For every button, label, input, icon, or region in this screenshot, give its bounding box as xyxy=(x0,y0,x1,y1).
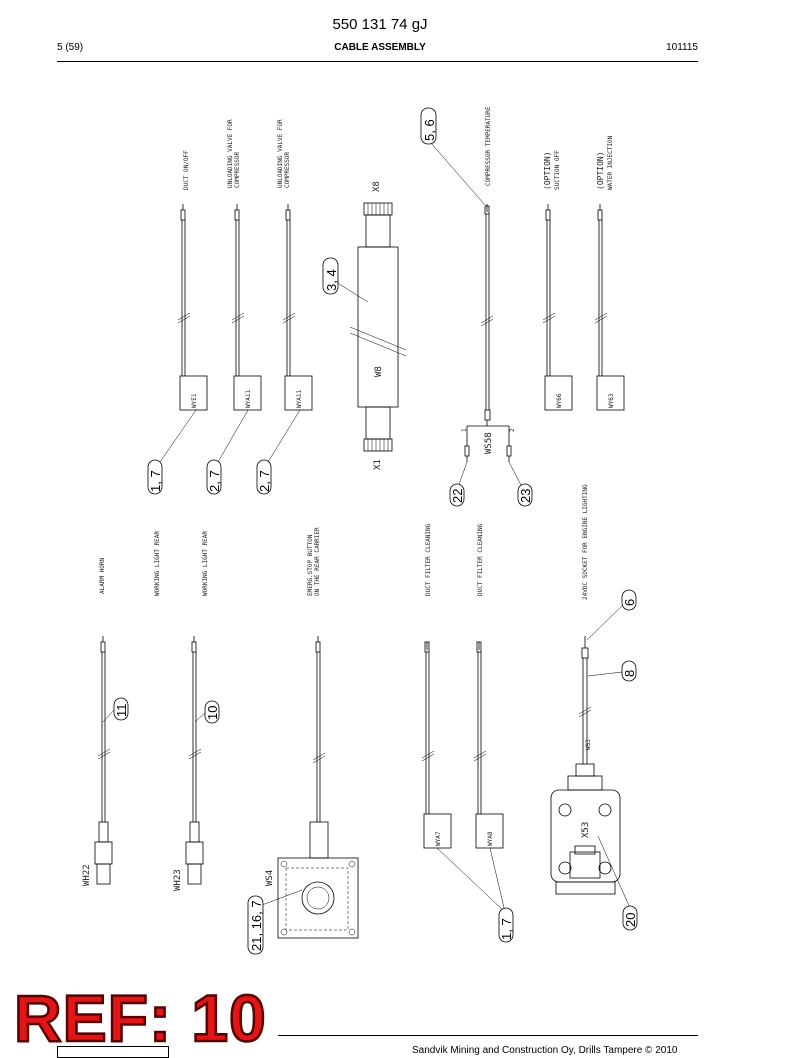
callout-21-16-7 xyxy=(248,896,264,954)
label-24vdc-socket: 24VDC SOCKET FOR ENGINE LIGHTING xyxy=(582,484,589,600)
cable-wh22 xyxy=(82,636,112,886)
document-number: 101115 xyxy=(666,42,698,53)
label-duct-on-off: DUCT ON/OFF xyxy=(183,150,190,190)
cable-w8 xyxy=(336,181,406,470)
callout-2-7-a xyxy=(207,460,222,494)
connector-wy63: WY63 xyxy=(608,393,615,408)
connector-wh22: WH22 xyxy=(82,864,92,886)
footer-divider xyxy=(278,1035,698,1036)
label-emerg-stop-line2: ON THE REAR CARRIER xyxy=(314,527,321,596)
label-working-light-1: WORKING LIGHT REAR xyxy=(154,530,161,596)
connector-wya8: WYA8 xyxy=(487,831,494,846)
svg-text:2, 7: 2, 7 xyxy=(257,470,272,492)
callout-8 xyxy=(622,661,637,681)
svg-text:21, 16, 7: 21, 16, 7 xyxy=(249,900,264,951)
svg-text:1, 7: 1, 7 xyxy=(148,470,163,492)
cable-wya7 xyxy=(422,642,451,848)
footer-copyright: Sandvik Mining and Construction Oy, Drills Tampere © 2010 xyxy=(412,1045,678,1056)
svg-text:3, 4: 3, 4 xyxy=(324,269,339,291)
label-duct-filter-2: DUCT FILTER CLEANING xyxy=(477,523,484,596)
label-comp-temp: COMPRESSOR TEMPERATURE xyxy=(485,106,492,186)
svg-text:20: 20 xyxy=(623,912,638,927)
callout-20 xyxy=(623,906,638,930)
connector-ws3: WS3 xyxy=(585,739,592,750)
pin-1: 1 xyxy=(461,428,468,432)
callout-5-6 xyxy=(421,108,437,144)
label-suction-off: SUCTION OFF xyxy=(554,150,561,190)
page-title: CABLE ASSEMBLY xyxy=(334,42,426,53)
svg-text:23: 23 xyxy=(518,488,533,503)
connector-x8: X8 xyxy=(372,181,382,192)
cable-wya11-a xyxy=(232,204,261,410)
svg-text:11: 11 xyxy=(114,703,129,717)
connector-wya7: WYA7 xyxy=(435,831,442,846)
svg-text:5, 6: 5, 6 xyxy=(422,119,437,141)
connector-wya11-a: WYA11 xyxy=(245,389,252,408)
label-water-option: (OPTION) xyxy=(596,151,605,190)
label-working-light-2: WORKING LIGHT REAR xyxy=(202,530,209,596)
callout-1-7-top xyxy=(148,460,163,494)
company-logo xyxy=(57,1046,169,1058)
label-unloading-1-line2: COMPRESSOR xyxy=(234,151,241,188)
svg-text:6: 6 xyxy=(622,598,637,606)
cable-wy63 xyxy=(595,204,624,410)
svg-text:10: 10 xyxy=(205,705,220,720)
connector-w8: W8 xyxy=(374,366,384,377)
label-water-injection: WATER INJECTION xyxy=(607,135,614,190)
ref-stamp: REF: 10 xyxy=(14,981,267,1055)
callout-2-7-b xyxy=(257,460,272,494)
callout-1-7-bottom xyxy=(499,908,514,942)
cable-wye1 xyxy=(178,204,207,410)
connector-ws58: WS58 xyxy=(484,432,494,454)
cable-ws4 xyxy=(265,636,358,938)
label-suction-option: (OPTION) xyxy=(543,151,552,190)
label-unloading-2-line2: COMPRESSOR xyxy=(284,151,291,188)
svg-text:8: 8 xyxy=(622,669,637,677)
cable-ws58 xyxy=(430,142,522,487)
cable-wya11-b xyxy=(283,204,312,410)
callout-6 xyxy=(622,590,637,610)
connector-wh23: WH23 xyxy=(173,869,183,891)
callout-11 xyxy=(114,698,129,720)
callout-23 xyxy=(518,484,533,506)
pin-2: 2 xyxy=(509,428,516,432)
callout-3-4 xyxy=(323,258,339,294)
label-unloading-1-line1: UNLOADING VALVE FOR xyxy=(227,119,234,188)
svg-text:1, 7: 1, 7 xyxy=(499,918,514,940)
cable-wy66 xyxy=(543,204,572,410)
connector-x1: X1 xyxy=(373,459,383,470)
page-number: 5 (59) xyxy=(57,42,84,53)
svg-text:22: 22 xyxy=(450,488,465,503)
label-duct-filter-1: DUCT FILTER CLEANING xyxy=(425,523,432,596)
connector-ws4: WS4 xyxy=(265,869,275,886)
connector-x53: X53 xyxy=(581,821,591,838)
svg-text:2, 7: 2, 7 xyxy=(207,470,222,492)
label-emerg-stop-line1: EMERG.STOP BUTTON xyxy=(307,534,314,596)
label-unloading-2-line1: UNLOADING VALVE FOR xyxy=(277,119,284,188)
part-code: 550 131 74 gJ xyxy=(332,16,428,33)
connector-wya11-b: WYA11 xyxy=(296,389,303,408)
connector-wye1: WYE1 xyxy=(191,393,198,408)
connector-wy66: WY66 xyxy=(556,393,563,408)
cable-x53 xyxy=(551,636,620,894)
callout-10 xyxy=(205,701,220,723)
callout-22 xyxy=(450,484,465,506)
cable-wya8 xyxy=(474,642,503,848)
cable-wh23 xyxy=(173,636,203,891)
label-alarm-horn: ALARM HORN xyxy=(99,557,106,594)
